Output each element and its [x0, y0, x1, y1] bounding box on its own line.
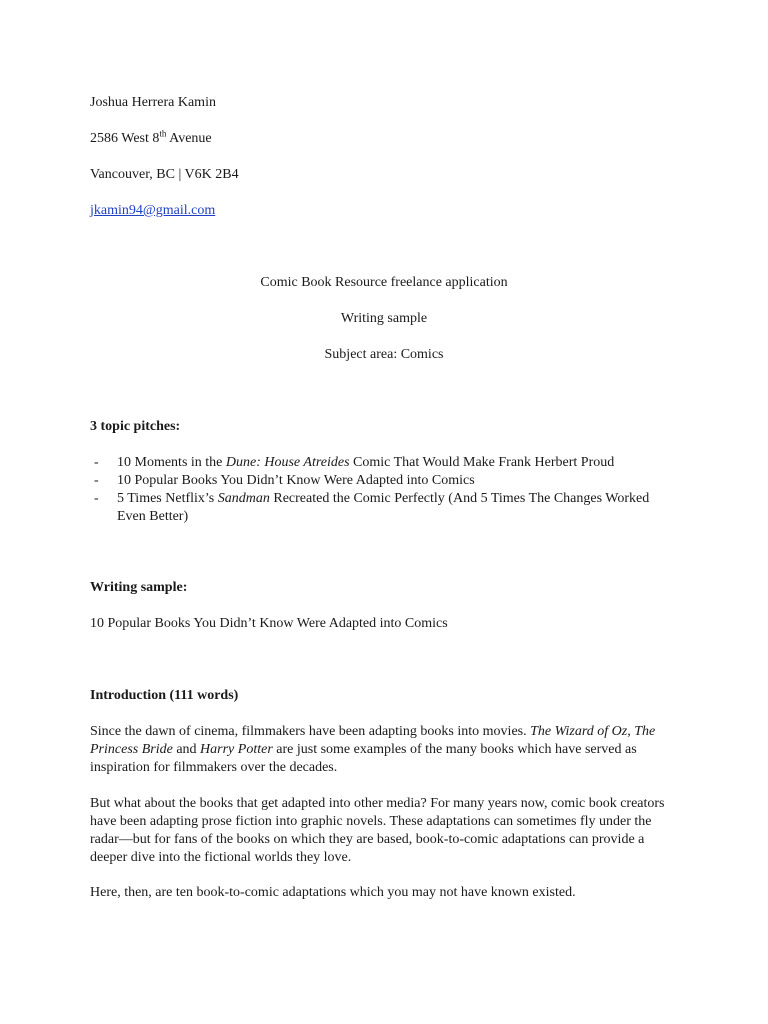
pitch-2-text: 10 Popular Books You Didn’t Know Were Adapted into Comics	[117, 473, 475, 488]
writing-sample-title: Writing sample:	[90, 580, 188, 595]
pitch-1-text-b: Comic That Would Make Frank Herbert Proud	[349, 455, 615, 470]
writing-sample-heading: Writing sample	[340, 311, 428, 326]
address-street: 2586 West 8	[90, 131, 160, 146]
address-line	[90, 130, 212, 148]
intro-paragraph-2: But what about the books that get adapted into other media? For many years now, comic book creators have been adapting prose fiction into graphic novels. These adaptations can sometimes fly under the radar—but for fans of the books on which they are based, book-to-comic adaptations can provide a deeper dive into the fictional worlds they love.	[90, 796, 665, 865]
p1-title-harry-potter: Harry Potter	[200, 742, 273, 757]
address-avenue: Avenue	[166, 131, 212, 146]
application-heading: Comic Book Resource freelance application	[260, 275, 508, 290]
pitches-title: 3 topic pitches:	[90, 419, 181, 434]
pitch-1-text-a: 10 Moments in the	[117, 455, 226, 470]
pitch-bullet: -	[94, 455, 99, 470]
pitch-item-2	[117, 472, 677, 490]
pitch-item-3	[117, 490, 677, 526]
p1-titles: The Wizard of Oz, The Princess Bride	[90, 724, 656, 757]
pitch-3-title: Sandman	[217, 491, 270, 506]
p1-text-b: and	[172, 742, 201, 757]
p1-text-c: are just some examples of the many books which have served as inspiration for filmmakers over the decades.	[90, 742, 637, 775]
p1-text-a: Since the dawn of cinema, filmmakers have been adapting books into movies.	[90, 724, 531, 739]
author-name: Joshua Herrera Kamin	[90, 95, 216, 110]
email-link[interactable]: jkamin94@gmail.com	[90, 203, 216, 218]
intro-paragraph-3: Here, then, are ten book-to-comic adaptations which you may not have known existed.	[90, 885, 576, 900]
pitch-3-text-a: 5 Times Netflix’s	[117, 491, 218, 506]
writing-sample-subtitle: 10 Popular Books You Didn’t Know Were Adapted into Comics	[90, 616, 448, 631]
pitch-bullet: -	[94, 473, 99, 488]
address-ordinal: th	[159, 128, 167, 139]
pitch-1-title: Dune: House Atreides	[225, 455, 350, 470]
pitch-bullet: -	[94, 491, 99, 506]
pitch-3-text-b: Recreated the Comic Perfectly (And 5 Times The Changes Worked Even Better)	[117, 491, 650, 524]
introduction-title: Introduction (111 words)	[90, 688, 239, 703]
subject-area-heading: Subject area: Comics	[324, 347, 444, 362]
pitch-item-1	[117, 454, 677, 472]
intro-paragraph-1	[90, 723, 680, 777]
city-line: Vancouver, BC | V6K 2B4	[90, 167, 239, 182]
